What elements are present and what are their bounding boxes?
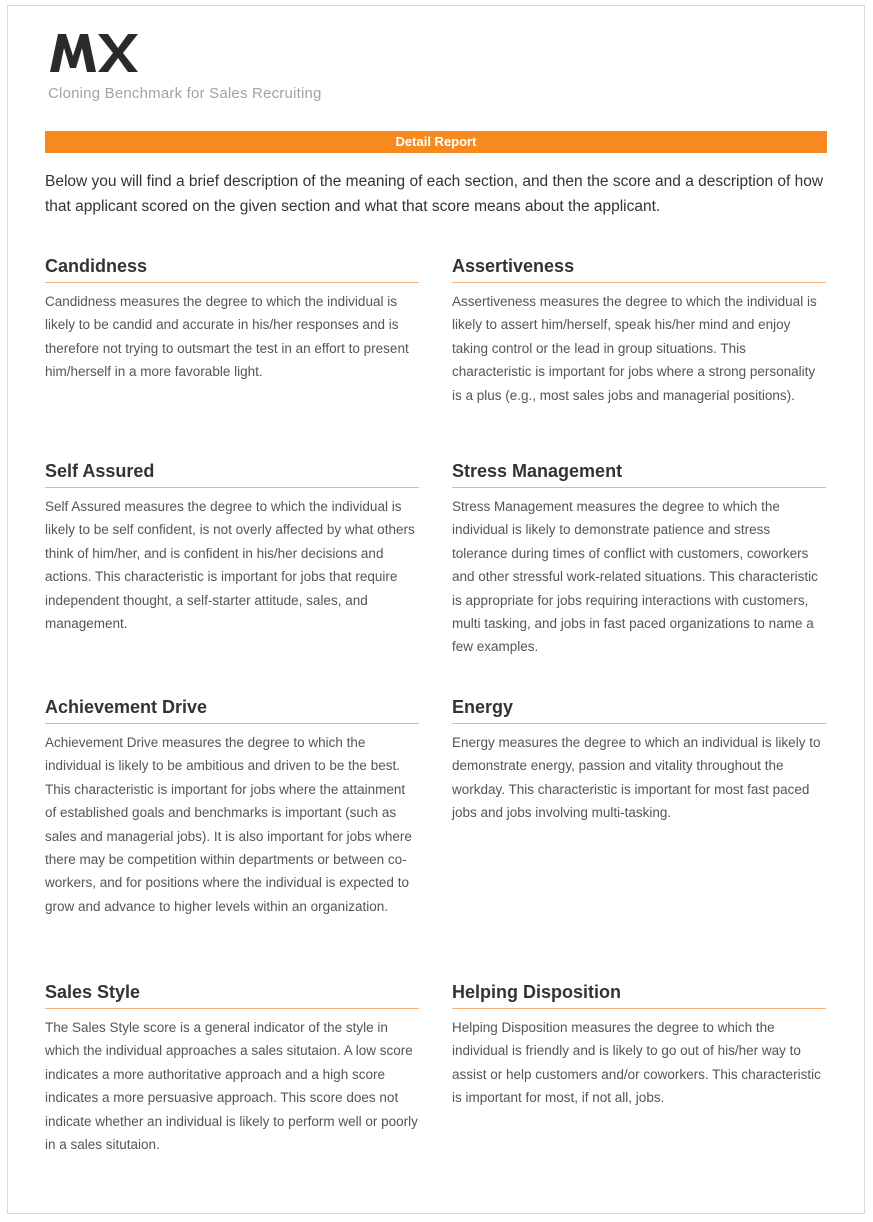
section-stress-management [452, 460, 826, 659]
section-candidness [45, 255, 419, 384]
report-subtitle: Cloning Benchmark for Sales Recruiting [48, 85, 322, 102]
section-title: Candidness [45, 255, 419, 283]
section-helping-disposition [452, 981, 826, 1110]
section-body: Candidness measures the degree to which the individual is likely to be candid and accurate in his/her responses and is therefore not trying to outsmart the test in an effort to present him/herself in a more favorable light. [45, 294, 409, 380]
section-achievement-drive [45, 696, 419, 918]
section-body: Assertiveness measures the degree to which the individual is likely to assert him/herself, speak his/her mind and enjoy taking control or the lead in group situations. This characteristic is important for jobs where a strong personality is a plus (e.g., most sales jobs and managerial positions). [452, 294, 817, 403]
mx-logo [48, 30, 140, 81]
section-title: Assertiveness [452, 255, 826, 283]
section-title: Energy [452, 696, 826, 724]
section-self-assured [45, 460, 419, 635]
section-title: Self Assured [45, 460, 419, 488]
section-body: Energy measures the degree to which an individual is likely to demonstrate energy, passion and vitality throughout the workday. This characteristic is important for most fast paced jobs and jobs involving multi-tasking. [452, 735, 821, 821]
mx-logo-mark [48, 30, 140, 76]
intro-paragraph: Below you will find a brief description of the meaning of each section, and then the score and a description of how that applicant scored on the given section and what that score means about the applicant. [45, 173, 824, 215]
section-assertiveness [452, 255, 826, 407]
section-title: Helping Disposition [452, 981, 826, 1009]
section-title: Stress Management [452, 460, 826, 488]
section-body: Stress Management measures the degree to which the individual is likely to demonstrate patience and stress tolerance during times of conflict with customers, coworkers and other stressful work-related situations. This characteristic is appropriate for jobs requiring interactions with customers, multi tasking, and jobs in fast paced organizations to name a few examples. [452, 499, 818, 655]
section-title: Achievement Drive [45, 696, 419, 724]
section-sales-style [45, 981, 419, 1156]
detail-report-banner: Detail Report [45, 131, 827, 153]
section-body: The Sales Style score is a general indicator of the style in which the individual approaches a sales situtaion. A low score indicates a more authoritative approach and a high score indicates a more persuasive approach. This score does not indicate whether an individual is likely to perform well or poorly in a sales situtaion. [45, 1020, 418, 1153]
section-body: Achievement Drive measures the degree to which the individual is likely to be ambitious and driven to be the best. This characteristic is important for jobs where the attainment of established goals and benchmarks is important (such as sales and managerial jobs). It is also important for jobs where there may be competition within departments or between co-workers, and for positions where the individual is expected to grow and advance to higher levels within an organization. [45, 735, 412, 914]
section-body: Self Assured measures the degree to which the individual is likely to be self confident, is not overly affected by what others think of him/her, and is confident in his/her decisions and actions. This characteristic is important for jobs that require independent thought, a self-starter attitude, sales, and management. [45, 499, 415, 632]
section-title: Sales Style [45, 981, 419, 1009]
section-body: Helping Disposition measures the degree to which the individual is friendly and is likely to go out of his/her way to assist or help customers and/or coworkers. This characteristic is important for most, if not all, jobs. [452, 1020, 821, 1106]
section-energy [452, 696, 826, 825]
